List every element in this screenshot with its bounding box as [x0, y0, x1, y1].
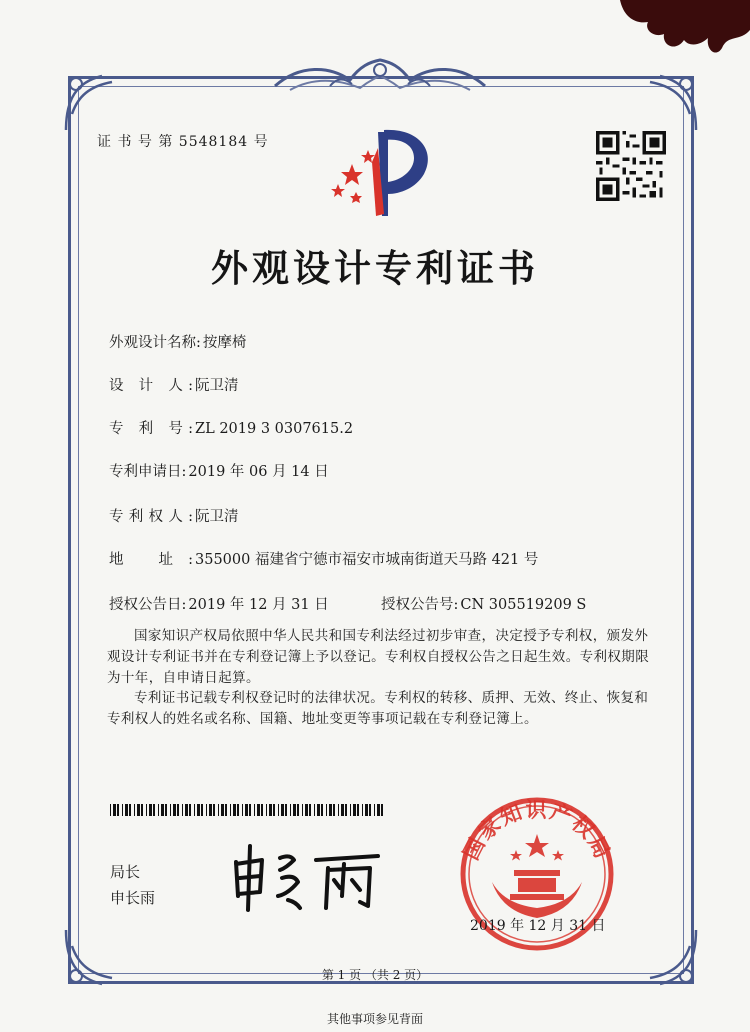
field-grant-date	[109, 593, 329, 614]
ink-stain	[610, 0, 750, 60]
designer-label: 设 计 人:	[109, 378, 193, 394]
filing-date-value: 2019 年 06 月 14 日	[188, 464, 329, 480]
field-grant-number	[381, 593, 586, 614]
designer-value: 阮卫清	[195, 378, 239, 394]
address-value: 355000 福建省宁德市福安市城南街道天马路 421 号	[195, 552, 539, 568]
paragraph-legal-status: 专利证书记载专利权登记时的法律状况。专利权的转移、质押、无效、终止、恢复和专利权人的姓名或名称、国籍、地址变更等事项记载在专利登记簿上。	[107, 690, 649, 727]
filing-date-label: 专利申请日:	[109, 464, 187, 480]
grant-date-value: 2019 年 12 月 31 日	[188, 597, 329, 613]
seal-date: 2019 年 12 月 31 日	[470, 918, 606, 934]
top-ornament	[270, 56, 490, 98]
design-name-label: 外观设计名称:	[109, 335, 201, 351]
qr-code	[596, 130, 666, 202]
field-filing-date	[109, 460, 329, 481]
field-designer	[109, 374, 239, 395]
director-title: 局长	[110, 863, 141, 881]
field-patentee	[109, 505, 239, 526]
grant-date-label: 授权公告日:	[109, 597, 187, 613]
field-address	[109, 548, 538, 569]
design-name-value: 按摩椅	[202, 335, 247, 351]
barcode	[110, 804, 386, 816]
seal-text: 国家知识产权局	[458, 798, 616, 864]
patentee-value: 阮卫清	[195, 509, 239, 525]
page-number: 第 1 页 （共 2 页）	[321, 968, 429, 982]
patent-number-value: ZL 2019 3 0307615.2	[195, 421, 354, 437]
certificate-title: 外观设计专利证书	[211, 246, 539, 290]
patent-office-emblem	[328, 122, 438, 218]
grant-number-label: 授权公告号:	[381, 597, 459, 613]
director-name: 申长雨	[110, 889, 156, 907]
patentee-label: 专利权人:	[109, 509, 193, 525]
address-label: 地 址:	[109, 552, 193, 568]
paragraph-grant-statement: 国家知识产权局依照中华人民共和国专利法经过初步审查，决定授予专利权，颁发外观设计专利证书并在专利登记簿上予以登记。专利权自授权公告之日起生效。专利权期限为十年，自申请日起算。	[107, 628, 650, 686]
director-signature	[228, 838, 388, 918]
grant-number-value: CN 305519209 S	[460, 597, 587, 613]
footer-note: 其他事项参见背面	[326, 1012, 423, 1026]
corner-ornament-top-left	[62, 70, 132, 140]
field-patent-number	[109, 417, 353, 438]
certificate-number: 证 书 号 第 5548184 号	[97, 134, 269, 150]
field-design-name	[109, 331, 246, 352]
patent-number-label: 专 利 号:	[109, 421, 193, 437]
